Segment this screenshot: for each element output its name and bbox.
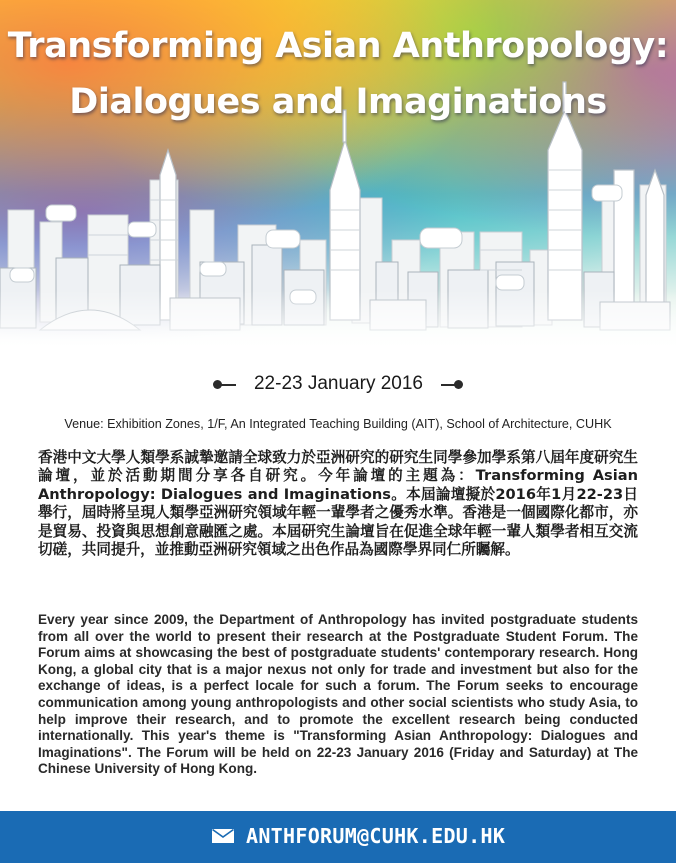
- chinese-description: 香港中文大學人類學系誠摯邀請全球致力於亞洲研究的研究生同學參加學系第八屆年度研究生論壇，並於活動期間分享各自研究。今年論壇的主題為：Transforming Asian Anthropology: Dialogues and Imaginations。本屆論壇擬於2016年1月22-23日舉行，屆時將呈現人類學亞洲研究領域年輕一輩學者之優秀水準。香港是一個國際化都市，亦是貿易、投資與思想創意融匯之處。本屆研究生論壇旨在促進全球年輕一輩人類學者相互交流切磋，共同提升，並推動亞洲研究領域之出色作品為國際學界同仁所矚解。: [38, 449, 638, 559]
- english-description: Every year since 2009, the Department of Anthropology has invited postgraduate students from all over the world to present their research at the Postgraduate Student Forum. The Forum aims at showcasing the best of postgraduate students' contemporary research. Hong Kong, a global city that is a major nexus not only for trade and investment but also for the exchange of ideas, is a perfect locale for such a forum. The Forum seeks to encourage communication among young anthropologists and other social scientists who study Asia, to help improve their research, and to promote the excellent research being conducted internationally. This year's theme is "Transforming Asian Anthropology: Dialogues and Imaginations". The Forum will be held on 22-23 January 2016 (Friday and Saturday) at The Chinese University of Hong Kong.: [38, 612, 638, 777]
- title-line-2: Dialogues and Imaginations: [69, 82, 607, 122]
- contact-email-link[interactable]: ANTHFORUM@CUHK.EDU.HK: [246, 824, 506, 848]
- event-date: 22-23 January 2016: [236, 371, 441, 397]
- title-line-1: Transforming Asian Anthropology:: [7, 26, 669, 66]
- contact-footer: [0, 811, 676, 863]
- hero-banner: [0, 0, 676, 352]
- divider-dot-right: [454, 380, 463, 389]
- envelope-icon: [212, 829, 234, 843]
- venue-text: Venue: Exhibition Zones, 1/F, An Integrated Teaching Building (AIT), School of Architecture, CUHK: [64, 417, 612, 431]
- divider-dot-left: [213, 380, 222, 389]
